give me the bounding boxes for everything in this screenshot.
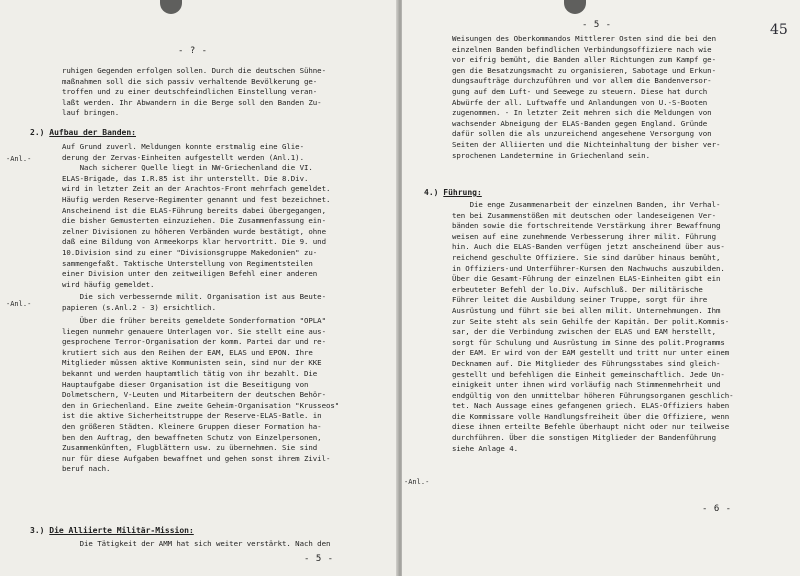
right-page: [402, 0, 800, 576]
left-page: [0, 0, 398, 576]
handwritten-folio-number: 45: [770, 22, 788, 38]
margin-note-anl-4: -Anl.-: [404, 478, 430, 486]
section-3-number: 3.): [30, 526, 45, 535]
punch-hole: [564, 0, 586, 14]
section-2-paragraph-1: Auf Grund zuverl. Meldungen konnte erstmalig eine Glie- derung der Zervas-Einheiten aufgestellt werden (Anl.1). Nach sicherer Quelle liegt in NW-Griechenland die VI. ELAS-Brigade, das I.R.85 ist ihr unterstellt. Die 8.Div. wird in letzter Zeit an der Arachtos-Front mehrfach gemeldet. Häufig werden Reserve-Regimenter genannt und fest bezeichnet. Anscheinend ist die ELAS-Führung bereits dabei übergegangen, die bisher Gemusterten einzuziehen. Die Zusammenfassung ein- zelner Divisionen zu höheren Verbänden wurde bestätigt, ohne daß eine Bildung von Armeekorps klar hervortritt. Die 9. und 10.Division sind zu einer "Divisionsgruppe Makedonien" zu- sammengefaßt. Taktische Unterstellung von Regimentsteilen einer Division unter den zeitweiligen Befehl einer anderen wird häufig gemeldet.: [62, 142, 331, 289]
left-intro-text: ruhigen Gegenden erfolgen sollen. Durch die deutschen Sühne- maßnahmen soll die sich passiv verhaltende Bevölkerung ge- troffen und zu einer deutschfeindlichen Einstellung veran- laßt werden. Ihr Abwandern in die Berge soll den Banden Zu- lauf bringen.: [62, 66, 326, 118]
left-top-marker: - ? -: [178, 46, 208, 56]
section-2-title: Aufbau der Banden:: [49, 128, 136, 137]
margin-note-anl-2: -Anl.-: [6, 300, 32, 308]
right-intro-text: Weisungen des Oberkommandos Mittlerer Osten sind die bei den einzelnen Banden befindlichen Verbindungsoffiziere nach wie vor eifrig bemüht, die Banden aller Richtungen zum Kampf ge- gen die Besatzungsmacht zu organisieren, Sabotage und Erkun- dungsaufträge durchzuführen und vor allem die Bandenversor- gung auf dem Luft- und Seewege zu steuern. Diese hat durch Abwürfe der all. Luftwaffe und Anlandungen von U.-S-Booten zugenommen. - In letzter Zeit mehren sich die Meldungen von wachsender Abneigung der ELAS-Banden gegen England. Gründe dafür sollen die als unzureichend angesehene Versorgung von Seiten der Alliierten und die Nichteinhaltung der bisher ver- sprochenen Landetermine in Griechenland sein.: [452, 34, 721, 160]
section-3-first-line: Die Tätigkeit der AMM hat sich weiter verstärkt. Nach den: [62, 539, 331, 548]
section-4-heading: [424, 188, 482, 197]
margin-note-anl-1: -Anl.-: [6, 155, 32, 163]
section-4-title: Führung:: [443, 188, 482, 197]
section-2-number: 2.): [30, 128, 45, 137]
section-2-paragraph-2: Die sich verbessernde milit. Organisation ist aus Beute- papieren (s.Anl.2 - 3) ersichtlich.: [62, 292, 326, 312]
section-4-number: 4.): [424, 188, 439, 197]
left-bottom-page-number: - 5 -: [304, 554, 334, 564]
right-bottom-page-number: - 6 -: [702, 504, 732, 514]
section-2-heading: [30, 128, 136, 137]
punch-hole: [160, 0, 182, 14]
section-4-paragraph: Die enge Zusammenarbeit der einzelnen Banden, ihr Verhal- ten bei Zusammenstößen mit deutschen oder landeseigenen Ver- bänden sowie die fortschreitende Verstärkung ihrer Bewaffnung weisen auf eine zunehmende Verbesserung ihrer milit. Führung hin. Auch die ELAS-Banden verfügen jetzt anscheinend über aus- reichend geschulte Offiziere. Sie sind darüber hinaus bemüht, in Offiziers-und Unterführer-Kursen den Nachwuchs auszubilden. Über die Gesamt-Führung der einzelnen ELAS-Einheiten gibt ein erbeuteter Befehl der lo.Div. Aufschluß. Der militärische Führer leitet die Ausbildung seiner Truppe, sorgt für ihre Ausrüstung und führt sie bei allen milit. Unternehmungen. Ihm zur Seite steht als sein Gehilfe der Kapitän. Der polit.Kommis- sar, der die Verbindung zwischen der ELAS und EAM herstellt, sorgt für Schulung und Ausrüstung im Sinne des polit.Programms der EAM. Er wird von der EAM gestellt und tritt nur unter einem Decknamen auf. Die Mitglieder des Führungsstabes sind gleich- gestellt und befehligen die Einheit gemeinschaftlich. Jede Un- einigkeit unter ihnen wird vorläufig nach Stimmenmehrheit und endgültig von den unmittelbar höheren Führungsorganen geschlich- tet. Nach Aussage eines gefangenen griech. ELAS-Offiziers haben die Kommissare volle Handlungsfreiheit über die Offiziere, wenn diese ihnen erteilte Befehle überhaupt nicht oder nur teilweise durchführen. Über die sonstigen Mitglieder der Bandenführung siehe Anlage 4.: [452, 200, 734, 453]
section-2-paragraph-3: Über die früher bereits gemeldete Sonderformation "OPLA" liegen nunmehr genauere Unterlagen vor. Sie stellt eine aus- gesprochene Terror-Organisation der komm. Partei dar und re- krutiert sich aus den Reihen der EAM, ELAS und EPON. Ihre Mitglieder müssen aktive Kommunisten sein, sind nur der KKE bekannt und werden hauptamtlich tätig von ihr bezahlt. Die Hauptaufgabe dieser Organisation ist die Beseitigung von Dolmetschern, V-Leuten und Mitarbeitern der deutschen Behör- den in Griechenland. Eine zweite Geheim-Organisation "Krusseos" ist die aktive Sicherheitstruppe der Reserve-ELAS-Batle. in den größeren Städten. Kleinere Gruppen dieser Formation ha- ben den Auftrag, den bewaffneten Schutz von Einzelpersonen, Zusammenkünften, Flugblättern usw. zu übernehmen. Sie sind nur für diese Aufgaben bewaffnet und gehen sonst ihrem Zivil- beruf nach.: [62, 316, 340, 474]
section-3-heading: [30, 526, 194, 535]
right-top-page-number: - 5 -: [582, 20, 612, 30]
section-3-title: Die Alliierte Militär-Mission:: [49, 526, 194, 535]
